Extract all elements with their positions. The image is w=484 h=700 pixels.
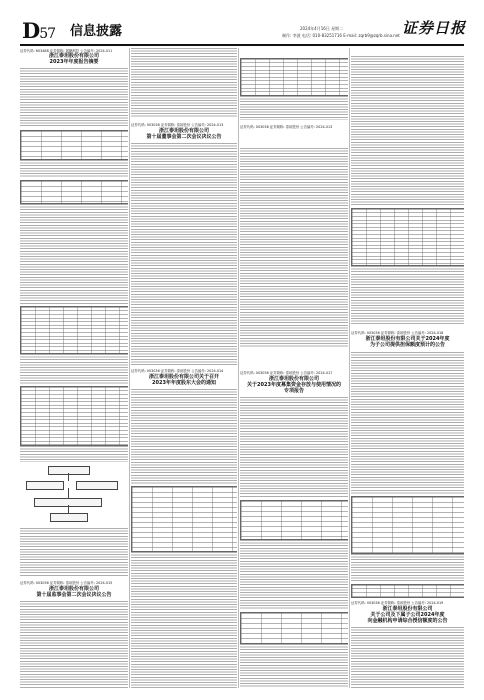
title-line: 关于公司及下属子公司2024年度 xyxy=(370,612,445,619)
body-text xyxy=(20,354,128,384)
contact-line: 制作: 李波 电话: 010-83251716 E-mail: zqrb9@zqrb.sina.net xyxy=(282,33,400,38)
title-line: 浙江泰坦股份有限公司 xyxy=(268,376,319,382)
title-line: 浙江泰坦股份有限公司关于2024年度 xyxy=(365,336,450,342)
body-text xyxy=(351,56,464,206)
column-3 xyxy=(240,48,348,688)
chart-connector xyxy=(68,488,69,498)
body-text xyxy=(20,204,128,304)
body-text xyxy=(351,554,464,582)
data-table xyxy=(240,612,348,644)
column-divider xyxy=(238,48,239,688)
title-line: 第十届董事会第二次会议决议公告 xyxy=(146,134,222,141)
chart-box xyxy=(48,466,90,475)
chart-box xyxy=(76,481,118,490)
column-divider xyxy=(349,48,350,688)
body-text xyxy=(20,601,128,688)
article-title xyxy=(20,586,128,598)
title-line: 浙江泰坦股份有限公司 xyxy=(48,53,99,59)
article-code: 证券代码: 003036 证券简称: 泰坦股份 公告编号: 2024-018 xyxy=(351,331,444,335)
article-code: 证券代码: 003036 证券简称: 泰坦股份 公告编号: 2024-013 xyxy=(131,123,224,127)
title-line: 浙江泰坦股份有限公司 xyxy=(158,128,209,134)
page-letter: D xyxy=(22,18,40,43)
title-line: 为子公司提供担保额度预计的公告 xyxy=(369,342,445,349)
article-title xyxy=(131,374,237,386)
body-text xyxy=(351,266,464,326)
body-text xyxy=(240,397,348,497)
article-title xyxy=(240,376,348,395)
title-line: 2023年年度报告摘要 xyxy=(49,59,99,66)
body-text xyxy=(240,644,348,688)
ownership-chart xyxy=(20,464,128,526)
body-text xyxy=(131,143,237,365)
title-line: 专项报告 xyxy=(283,388,304,395)
body-text xyxy=(240,148,348,348)
body-text xyxy=(131,48,237,118)
body-text xyxy=(351,627,464,688)
body-text xyxy=(20,68,128,128)
data-table xyxy=(351,208,464,266)
title-line: 浙江泰坦股份有限公司关于召开 xyxy=(148,374,219,380)
article-title xyxy=(20,53,128,65)
body-text xyxy=(351,352,464,494)
title-line: 第十届监事会第二次会议决议公告 xyxy=(36,592,112,599)
body-text xyxy=(20,446,128,462)
data-table xyxy=(20,386,128,446)
masthead-logo: 证券日报 xyxy=(402,19,467,37)
article-code: 证券代码: 003036 证券简称: 泰坦股份 公告编号: 2024-017 xyxy=(240,371,333,375)
chart-box xyxy=(26,481,64,490)
section-title: 信息披露 xyxy=(70,24,123,39)
data-table xyxy=(351,496,464,554)
column-4 xyxy=(351,48,464,688)
article-code: 证券代码: 003036 证券简称: 泰坦股份 公告编号: 2024-015 xyxy=(20,581,113,585)
page-header xyxy=(0,0,484,44)
title-line: 浙江泰坦股份有限公司 xyxy=(382,606,433,612)
article-code: 证券代码: 003036 证券简称: 泰坦股份 公告编号: 2024-019 xyxy=(351,601,444,605)
data-table xyxy=(20,130,128,160)
article-title xyxy=(131,128,237,140)
data-table xyxy=(351,584,464,598)
column-1 xyxy=(20,48,128,688)
body-text xyxy=(131,389,237,484)
body-text xyxy=(20,160,128,178)
title-line: 浙江泰坦股份有限公司 xyxy=(48,586,99,592)
article-title xyxy=(351,606,464,625)
chart-connector xyxy=(68,505,69,513)
data-table xyxy=(240,500,348,540)
data-table xyxy=(240,58,348,96)
title-line: 关于2023年度募集资金存放与使用情况的 xyxy=(247,382,341,389)
article-code: 证券代码: 003036 证券简称: 泰坦股份 公告编号: 2024-013 xyxy=(240,125,333,129)
title-line: 2023年年度股东大会的通知 xyxy=(152,380,216,387)
column-divider xyxy=(129,48,130,688)
title-line: 向金融机构申请综合授信额度的公告 xyxy=(367,618,448,625)
data-table xyxy=(131,486,237,552)
article-code: 证券代码: 603488 证券简称: 展鹏科技 公告编号: 2024-011 xyxy=(20,49,113,53)
chart-box xyxy=(50,513,88,522)
body-text xyxy=(131,552,237,688)
page-number xyxy=(22,18,55,43)
body-text xyxy=(240,96,348,120)
body-text xyxy=(240,540,348,610)
chart-connector xyxy=(68,473,69,481)
page-num: 57 xyxy=(39,26,56,42)
column-2 xyxy=(131,48,237,688)
header-rule xyxy=(20,44,464,46)
date-line: 2024年4月16日 星期二 xyxy=(300,26,344,31)
article-code: 证券代码: 003036 证券简称: 泰坦股份 公告编号: 2024-014 xyxy=(131,369,224,373)
data-table xyxy=(20,306,128,354)
body-text xyxy=(20,528,128,576)
article-title xyxy=(351,336,464,348)
data-table xyxy=(20,180,128,204)
